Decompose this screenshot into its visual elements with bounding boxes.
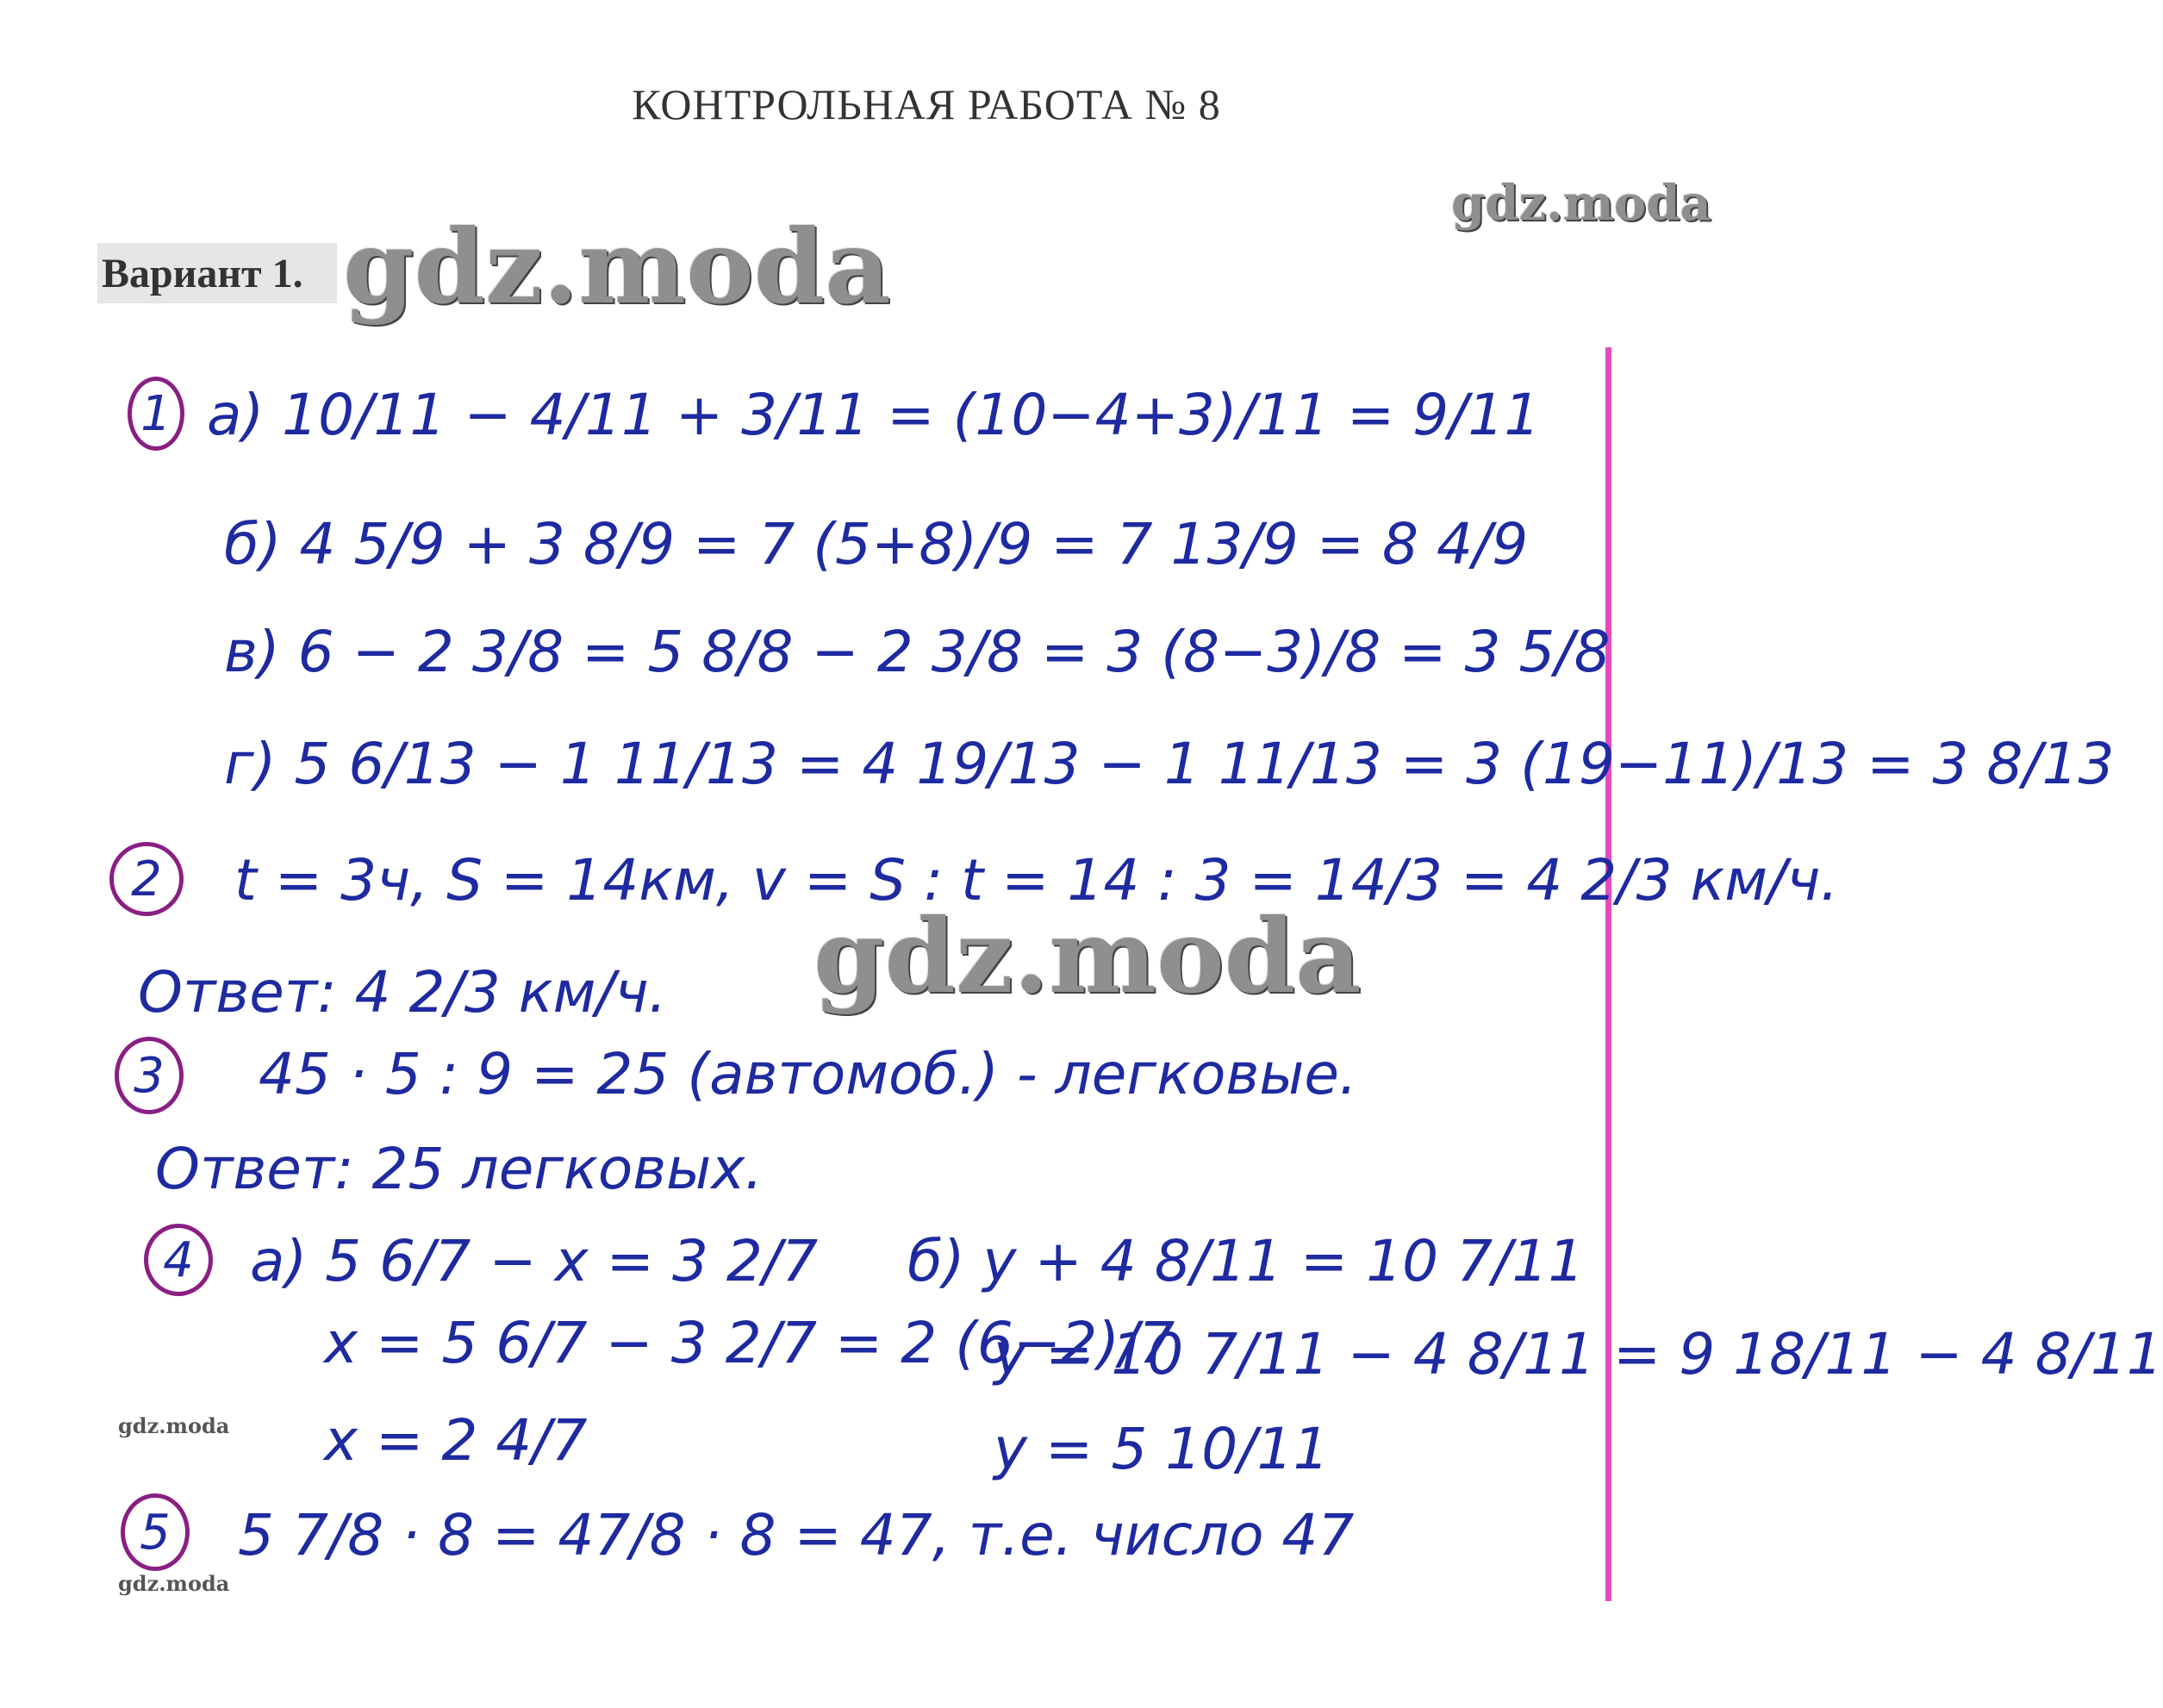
watermark-logo-header: gdz.moda: [343, 207, 891, 327]
page-title: КОНТРОЛЬНАЯ РАБОТА № 8: [632, 80, 1221, 128]
task-1b: б) 4 5/9 + 3 8/9 = 7 (5+8)/9 = 7 13/9 = 8 4/9: [224, 511, 1529, 577]
task-5-solution: 5 7/8 · 8 = 47/8 · 8 = 47, т.е. число 47: [238, 1502, 1355, 1568]
task-1v: в) 6 − 2 3/8 = 5 8/8 − 2 3/8 = 3 (8−3)/8 = 3 5/8: [224, 619, 1611, 685]
task-3-number: 3: [115, 1037, 184, 1114]
watermark-logo-center: gdz.moda: [813, 896, 1362, 1016]
margin-line: [1605, 347, 1611, 1601]
task-4b-equation: б) y + 4 8/11 = 10 7/11: [907, 1228, 1585, 1294]
watermark-logo-top-right: gdz.moda: [1451, 175, 1711, 232]
task-3-solution: 45 · 5 : 9 = 25 (автомоб.) - легковые.: [259, 1041, 1357, 1107]
task-1a: а) 10/11 − 4/11 + 3/11 = (10−4+3)/11 = 9/11: [207, 382, 1541, 448]
task-5-number: 5: [121, 1493, 190, 1571]
task-4b-result: y = 5 10/11: [994, 1416, 1330, 1482]
task-4a-equation: а) 5 6/7 − x = 3 2/7: [250, 1228, 819, 1294]
watermark-small-2: gdz.moda: [118, 1571, 230, 1596]
task-4a-result: x = 2 4/7: [324, 1407, 588, 1474]
task-3-answer: Ответ: 25 легковых.: [155, 1136, 764, 1202]
task-4-number: 4: [144, 1224, 213, 1296]
watermark-small-1: gdz.moda: [118, 1413, 230, 1438]
task-2-answer: Ответ: 4 2/3 км/ч.: [138, 959, 667, 1025]
task-1-number: 1: [128, 377, 184, 451]
task-1g: г) 5 6/13 − 1 11/13 = 4 19/13 − 1 11/13 = 3 (19−11)/13 = 3 8/13: [224, 731, 2115, 797]
task-4b-step: y = 10 7/11 − 4 8/11 = 9 18/11 − 4 8/11: [994, 1321, 2163, 1387]
task-2-number: 2: [109, 842, 184, 916]
task-4a-step: x = 5 6/7 − 3 2/7 = 2 (6−2)/7: [324, 1310, 1175, 1376]
variant-label: Вариант 1.: [102, 251, 303, 296]
task-2-solution: t = 3ч, S = 14км, v = S : t = 14 : 3 = 14/3 = 4 2/3 км/ч.: [234, 847, 1839, 913]
